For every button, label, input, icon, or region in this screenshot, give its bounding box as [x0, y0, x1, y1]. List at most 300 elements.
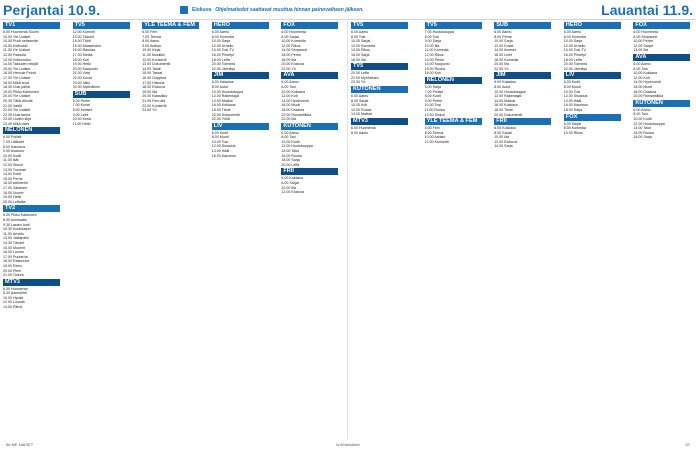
program-item: 8.00 Komedia: [563, 126, 586, 131]
program-item: 6.00 Kokkaus: [281, 176, 304, 181]
program-item: 17.00 Metsä: [72, 52, 93, 57]
program-item: 17.00 Puutarha: [3, 254, 28, 259]
program-item: 6.00 Perhe: [72, 98, 91, 103]
channel-header: NELONEN: [3, 127, 60, 134]
program-item: 22.00 Jännitys: [563, 66, 587, 71]
program-item: 12.00 Sinkut: [424, 112, 445, 117]
program-item: 6.00 Fem: [424, 126, 440, 131]
page-spine: [347, 21, 348, 439]
program-item: 8.00 Sarjat: [351, 98, 369, 103]
program-item: 9.00 Perhe: [424, 98, 443, 103]
program-item: 12.00 Rikos: [281, 43, 301, 48]
program-item: 17.00 Yle Uutiset: [3, 75, 31, 80]
program-item: 6.00 Kalastus: [494, 80, 516, 85]
program-item: 15.00 Muumit: [3, 245, 25, 250]
program-item: 12.00 Rikos: [424, 52, 444, 57]
program-item: 10.00 Sarjat: [351, 39, 371, 44]
program-item: 00.30 Myöhäinen: [72, 85, 101, 90]
listing-column: [494, 21, 551, 439]
program-item: 10.30 Koululaiset: [3, 227, 31, 232]
program-item: 18.00 Tiede: [494, 107, 513, 112]
program-item: 20.00 Toiminta: [211, 62, 236, 67]
program-item: 10.00 Kokkaus: [633, 71, 658, 76]
program-item: 22.00 Konsertti: [142, 103, 167, 108]
listing-column: [351, 21, 408, 439]
program-item: 12.00 Sinkut: [3, 163, 23, 168]
program-item: 10.00 Ilta: [424, 43, 440, 48]
program-item: 22.00 Yö: [281, 66, 296, 71]
program-item: 7.00 Poliisit: [424, 89, 443, 94]
program-item: 12.00 Koti: [633, 75, 650, 80]
program-item: 14.00 Tosi-TV: [563, 48, 586, 53]
program-item: 18.00 Sarja: [281, 158, 300, 163]
program-item: 12.00 Sarjat: [633, 43, 653, 48]
program-item: 16.00 Kokkaus: [211, 103, 236, 108]
program-item: 6.00 Aamu: [281, 80, 299, 85]
program-item: 6.00 Huomenta: [351, 125, 376, 130]
program-item: 12.00 Kuvat: [494, 43, 514, 48]
program-item: 18.00 Leffa: [211, 57, 230, 62]
program-item: 9.00 Arkisto: [142, 43, 161, 48]
header-divider: [0, 19, 696, 20]
program-item: 22.00 Yö: [494, 66, 509, 71]
program-item: 8.00 Simpsonit: [633, 34, 658, 39]
program-item: 10.00 Sarja: [211, 39, 231, 44]
program-item: 14.00 Häät: [563, 98, 582, 103]
program-item: 10.00 Kesä: [72, 117, 91, 122]
program-item: 14.00 Tosi-TV: [211, 48, 234, 53]
program-item: 8.00 Kauneus: [3, 144, 26, 149]
program-item: 8.00 Sarjat: [281, 34, 299, 39]
program-item: 13.00 Tilastot: [72, 34, 94, 39]
program-item: 20.30 Tällä viikolla: [3, 98, 33, 103]
program-item: 10.00 Koti: [351, 103, 368, 108]
program-item: 6.00 Fem: [142, 30, 158, 34]
program-item: 20.00 Kaupunki: [72, 66, 98, 71]
channel-header: MTV3: [351, 118, 408, 125]
program-item: 13.00 Kotiseudun: [3, 57, 31, 62]
channel-header: NELONEN: [425, 77, 482, 84]
program-item: 8.00 Autot: [211, 84, 228, 89]
program-item: 20.00 Yle Uutiset: [3, 94, 31, 99]
program-item: 20.00 Leffa: [351, 71, 369, 76]
program-item: 12.00 Paavola: [3, 52, 26, 57]
program-item: 17.00 Historia: [142, 80, 165, 85]
program-item: 19.00 Ilta: [142, 89, 157, 94]
program-item: 10.00 Huutokauppa: [494, 89, 526, 94]
headline: [180, 6, 520, 14]
program-item: 6.00 Aamu: [563, 30, 581, 34]
listing-column: [142, 21, 199, 439]
program-item: 18.00 Vuoret: [3, 190, 24, 195]
program-item: 16.00 Piirretyt: [563, 52, 586, 57]
program-item: 16.00 Ooppera: [142, 75, 167, 80]
program-item: 14.00 Hyvinvointi: [281, 98, 309, 103]
program-item: 10.00 Hyvää: [3, 295, 24, 300]
program-item: 14.00 Matkat: [494, 98, 515, 103]
program-item: 23.00 Uuden kirja: [3, 117, 32, 122]
program-item: 18.00 Ilta: [281, 57, 297, 62]
program-item: 8.00 Sarjat: [281, 181, 299, 186]
channel-header: LIV: [564, 72, 621, 79]
program-item: 12.00 Elokuva: [281, 190, 305, 195]
channel-header: KUTONEN: [633, 100, 690, 107]
program-item: 14.00 Kaupunki: [424, 62, 450, 67]
program-item: 19.00 Retro: [3, 263, 22, 268]
program-item: 10.00 Kirjat: [142, 48, 161, 53]
program-item: 10.00 Kodit: [281, 139, 300, 144]
program-item: 8.00 Aamu: [142, 39, 160, 44]
program-item: 15.00 Tanssi: [142, 71, 163, 76]
channel-header: AVA: [281, 72, 338, 79]
program-item: 8.00 Sarjat: [494, 130, 512, 135]
program-item: 6.00 Huomenta: [3, 286, 28, 291]
program-item: 20.00 Leffailta: [3, 199, 26, 204]
program-item: 10.00 Ilta: [281, 185, 297, 190]
program-item: 13.00 Dokumentti: [142, 62, 171, 67]
program-item: 23.40 Mikä mies: [3, 121, 30, 126]
program-item: 6.00 Kokkaus: [494, 126, 516, 131]
channel-header: KUTONEN: [351, 86, 408, 93]
program-item: 14.00 Rikos: [351, 48, 370, 53]
brand-logo-icon: [180, 6, 188, 14]
program-item: 20.00 Pieni: [3, 268, 21, 273]
program-item: 12.00 Kummit: [72, 30, 95, 34]
program-item: 20.00 Leffa: [281, 162, 300, 167]
program-item: 20.00 Elokuva: [281, 62, 305, 67]
channel-header: MTV3: [3, 279, 60, 286]
program-item: 8.00 Komedia: [563, 34, 586, 39]
channel-header: FOX: [564, 114, 621, 121]
program-item: 10.00 Kodit: [3, 153, 22, 158]
program-item: 8.00 Perhe: [494, 34, 512, 39]
program-item: 6.00 Aamu: [351, 93, 369, 98]
channel-header: SUB: [494, 22, 551, 29]
brand-label: Elokuva: [192, 7, 212, 13]
program-item: 13.00 Jalkapallo: [3, 236, 29, 241]
program-item: 8.00 Muoti: [211, 135, 229, 140]
program-item: 6.00 Pikku Kakkonen: [3, 213, 37, 218]
program-item: 6.00 Aamu: [211, 30, 229, 34]
program-item: 10.00 Tosi: [424, 103, 441, 108]
channel-header: TV5: [425, 22, 482, 29]
program-item: 19.00 Pikku Kakkonen: [3, 89, 39, 94]
program-item: 8.00 Komedia: [211, 34, 234, 39]
day-heading-left: Perjantai 10.9.: [3, 2, 101, 18]
program-item: 14.00 Simpsonit: [281, 48, 308, 53]
program-item: 9.30 Lasten tunti: [3, 222, 30, 227]
channel-header: LIV: [212, 123, 269, 130]
program-item: 6.00 Aamu: [633, 107, 651, 112]
program-item: 6.00 Huomenta: [633, 30, 658, 34]
program-item: 14.00 Kokit: [3, 172, 21, 177]
program-item: 7.00 Teema: [142, 34, 161, 39]
program-item: 12.00 Komedia: [351, 43, 376, 48]
program-item: 14.00 Matkat: [351, 112, 372, 117]
program-item: 10.00 Tosi: [563, 89, 581, 94]
program-item: 8.00 Tosi: [281, 84, 296, 89]
program-item: 14.00 Päivä: [3, 305, 22, 310]
program-item: 21.00 Fem-ilta: [142, 98, 166, 103]
program-item: 16.00 Muoti: [633, 84, 653, 89]
program-item: 6.00 Kodit: [563, 80, 580, 85]
program-item: 11.30 Urheilu: [3, 231, 25, 236]
program-item: 8.00 Aamu: [351, 130, 369, 135]
program-item: 13.00 Perhe: [424, 57, 445, 62]
program-item: 10.00 Sarja: [563, 39, 583, 44]
program-item: 12.00 Koti: [281, 94, 298, 99]
program-item: 21.00 Tuleva: [3, 273, 24, 278]
channel-header: JIM: [212, 72, 269, 79]
listing-column: [73, 21, 130, 439]
program-item: 14.30 Tähdet: [3, 240, 25, 245]
listing-column: [564, 21, 621, 439]
program-item: 16.00 Arkkitehti: [3, 181, 28, 186]
footer-url: is.fi/menaiset: [336, 442, 360, 447]
channel-header: FRII: [281, 168, 338, 175]
program-item: 12.00 Elokuva: [494, 139, 517, 144]
program-item: 10.00 Sarja: [494, 39, 513, 44]
program-item: 15.00 Ruoka: [424, 66, 445, 71]
program-item: 10.00 Ilta: [494, 135, 509, 140]
program-item: 19.00 Hetki: [72, 62, 91, 67]
program-item: 11.00 Komedia: [424, 48, 449, 53]
program-item: 12.00 Konsertti: [424, 139, 449, 144]
program-item: 14.00 Ihmiset: [494, 48, 516, 53]
program-item: 22.00 Jännitys: [211, 66, 235, 71]
channel-header: TV1: [3, 22, 60, 29]
program-item: 14.00 Talot: [281, 149, 299, 154]
program-item: 11.00 Isät: [3, 158, 19, 163]
program-item: 18.00 Draama: [281, 107, 305, 112]
program-item: 12.00 Konsertti: [142, 57, 167, 62]
program-item: 20.00 Toiminta: [563, 62, 588, 67]
channel-header: JIM: [494, 72, 551, 79]
program-item: 8.00 Tosi: [424, 34, 439, 39]
magazine-name: ME NAISET: [11, 442, 34, 447]
program-item: 23.00 Jälki: [72, 80, 90, 85]
program-item: 6.00 Huomenta Suomi: [3, 30, 39, 34]
program-item: 14.00 Tähti: [72, 39, 91, 44]
program-item: 22.00 Kuvat: [72, 75, 92, 80]
channel-header: HERO: [212, 22, 269, 29]
program-item: 12.00 Sisustus: [563, 94, 588, 99]
program-item: 22.00 Myöhäinen: [351, 75, 379, 80]
program-item: 8.30 Aamulehti: [3, 291, 27, 296]
top-bar: [0, 0, 696, 20]
program-item: 10.50 Kotikokki: [3, 43, 28, 48]
program-item: 11.30 Yle Uutiset: [3, 48, 31, 53]
program-item: 16.00 Ruoka: [633, 130, 654, 135]
page-number-right: 57: [685, 442, 690, 447]
program-item: 16.00 Leirit: [494, 52, 512, 57]
program-item: 18.00 Ilta: [351, 57, 366, 62]
program-item: 16.00 Sarja: [351, 52, 370, 57]
listing-column: [425, 21, 482, 439]
program-item: 16.00 Koti: [424, 71, 441, 76]
program-item: 23.00 Yö: [142, 108, 157, 113]
program-item: 6.00 Aamu: [351, 30, 369, 34]
program-item: 8.00 Autot: [494, 84, 511, 89]
program-item: 10.00 Kodit: [633, 116, 652, 121]
program-item: 16.00 Kokkaus: [494, 103, 518, 108]
program-item: 18.00 Mikä kuva: [3, 80, 30, 85]
program-item: 14.00 Häät: [211, 149, 230, 154]
program-item: 22.30 Uusi tarina: [3, 112, 31, 117]
program-item: 14.00 Sarja: [494, 144, 513, 149]
program-item: 8.00 Tosi: [633, 66, 648, 71]
day-heading-right: Lauantai 11.9.: [601, 2, 693, 18]
program-item: 18.00 Komedia: [494, 57, 519, 62]
program-item: 8.00 Teema: [424, 130, 444, 135]
program-item: 6.00 Sarjat: [563, 121, 582, 126]
program-item: 9.00 Avaruus: [3, 149, 24, 154]
program-item: 16.00 Muoti: [281, 103, 301, 108]
program-item: 19.00 Hetki: [3, 195, 22, 200]
program-item: 18.00 Rakennus: [3, 259, 30, 264]
program-item: 12.00 Lounas: [3, 300, 25, 305]
channel-header: HERO: [564, 22, 621, 29]
program-item: 8.00 Tosi: [633, 112, 648, 117]
channel-header: TV2: [3, 205, 60, 212]
footer: [0, 441, 696, 450]
program-item: 14.00 Ilta: [633, 48, 649, 53]
program-item: 12.00 Sisustus: [211, 144, 236, 149]
program-item: 16.00 Ruoka: [281, 153, 302, 158]
program-item: 22.00 Yöllä: [211, 117, 230, 122]
channel-header: FOX: [281, 22, 338, 29]
program-item: 14.00 Talouden tekijät: [3, 62, 38, 67]
channel-header: TV5: [351, 22, 408, 29]
listing-column: [212, 21, 269, 439]
program-item: 20.00 Ilta: [494, 62, 509, 67]
program-item: 16.00 Rauhaa: [72, 48, 96, 53]
program-item: 13.00 Tuomari: [3, 167, 26, 172]
program-item: 11.00 Hetki: [72, 121, 91, 126]
program-item: 15.00 Perhe: [3, 176, 23, 181]
channel-header: YLE TEEMA & FEM: [425, 118, 482, 125]
program-item: 6.00 Poliisit: [3, 135, 22, 140]
program-item: 16.00 Luonto: [3, 250, 24, 255]
channel-header: TV5: [351, 63, 408, 70]
channel-header: TV5: [73, 22, 130, 29]
program-item: 7.00 Lääkärit: [3, 140, 24, 145]
listing-columns: [0, 21, 696, 439]
program-item: 16.00 Perhe: [281, 52, 301, 57]
program-item: 8.00 Kodit: [424, 94, 441, 99]
program-item: 16.00 Kauneus: [563, 103, 588, 108]
page-number-left: 56: [6, 442, 11, 447]
program-item: 15.00 Maaseudun: [72, 43, 102, 48]
program-item: 21.00 Virta: [72, 71, 90, 76]
program-item: 16.00 Hercule Poirot: [3, 71, 36, 76]
program-item: 9.00 Sarja: [424, 39, 441, 44]
program-item: 18.00 Draama: [633, 89, 657, 94]
program-item: 7.00 Huutokauppa: [424, 30, 454, 34]
program-item: 10.00 Kokkaus: [281, 89, 306, 94]
program-item: 12.00 Rakentajat: [211, 94, 239, 99]
program-item: 17.00 Salainen: [3, 186, 27, 190]
program-item: 22.00 Yle Uutiset: [3, 108, 31, 113]
program-item: 6.00 Aamu: [281, 130, 299, 135]
program-item: 16.00 Piirretyt: [211, 52, 234, 57]
program-item: 14.00 Taide: [142, 66, 161, 71]
program-item: 8.00 Ihmiset: [72, 107, 93, 112]
program-item: 20.00 Romantiikka: [281, 112, 312, 117]
channel-header: FOX: [633, 22, 690, 29]
program-item: 10.00 Rikos: [563, 130, 583, 135]
program-item: 12.00 Huutokauppa: [633, 121, 665, 126]
program-item: 12.00 Huutokauppa: [281, 144, 313, 149]
program-item: 6.00 Sarja: [424, 84, 441, 89]
program-item: 18.00 Sarja: [633, 135, 652, 140]
program-item: 12.00 Rakentajat: [494, 94, 522, 99]
program-item: 23.30 Yö: [351, 80, 366, 85]
channel-header: SUB: [73, 91, 130, 98]
program-item: 20.00 Klassikko: [142, 94, 168, 99]
program-item: 14.00 Talot: [633, 126, 651, 131]
program-item: 11.00 Ruoka: [424, 107, 445, 112]
program-item: 20.00 Romantiikka: [633, 94, 664, 99]
program-item: 18.30 Uusi päivä: [3, 85, 30, 90]
program-item: 15.00 Yle Uutiset: [3, 66, 31, 71]
program-item: 18.00 Sarja: [563, 107, 583, 112]
program-item: 6.00 Huomenta: [281, 30, 306, 34]
program-item: 6.00 Kodit: [211, 130, 228, 135]
program-item: 12.00 Ruoka: [351, 107, 372, 112]
program-item: 8.00 Muoti: [563, 84, 581, 89]
program-item: 7.00 Kuvat: [72, 103, 90, 108]
program-item: 20.00 Dokumentti: [211, 112, 240, 117]
program-item: 10.00 Komedia: [281, 39, 306, 44]
listing-column: [281, 21, 338, 439]
program-item: 10.05 Puoli seitsemän: [3, 39, 39, 44]
program-item: 10.00 Arkisto: [424, 135, 446, 140]
channel-header: KUTONEN: [281, 123, 338, 130]
program-item: 22.00 Ilta: [281, 117, 297, 122]
channel-header: AVA: [633, 54, 690, 61]
program-item: 6.00 Aamu: [494, 30, 512, 34]
program-item: 11.00 Musiikki: [142, 52, 165, 57]
program-item: 16.00 Kauneus: [211, 153, 236, 158]
program-item: 10.00 Yle Uutiset: [3, 34, 31, 39]
program-item: 18.00 Leffa: [563, 57, 582, 62]
program-item: 18.00 Koti: [72, 57, 89, 62]
program-item: 18.00 Tiede: [211, 107, 231, 112]
listing-column: [3, 21, 60, 439]
headline-text: Ohjelmatiedot saattavat muuttua hinnan painovaiheen jälkeen.: [215, 7, 364, 13]
program-item: 12.00 Urheilu: [563, 43, 586, 48]
channel-header: FRII: [494, 118, 551, 125]
listing-column: [633, 21, 690, 439]
program-item: 6.00 Aamu: [633, 61, 651, 66]
program-item: 14.00 Matkat: [211, 98, 233, 103]
program-item: 6.00 Kalastus: [211, 80, 234, 85]
program-item: 9.00 Leirit: [72, 112, 89, 117]
program-item: 10.00 Perhe: [633, 39, 653, 44]
program-item: 10.00 Tosi: [211, 139, 229, 144]
program-item: 20.00 Dokumentti: [494, 112, 523, 117]
program-item: 8.00 Animaatio: [3, 217, 27, 222]
channel-header: YLE TEEMA & FEM: [142, 22, 199, 29]
program-item: 10.00 Huutokauppa: [211, 89, 244, 94]
program-item: 14.00 Hyvinvointi: [633, 80, 661, 85]
program-item: 18.00 Elokuva: [142, 85, 165, 90]
program-item: 12.00 Urheilu: [211, 43, 234, 48]
program-item: 21.00 Vaalit: [3, 103, 22, 108]
program-item: 8.00 Tosi: [351, 34, 366, 39]
program-item: 8.00 Tosi: [281, 135, 296, 140]
